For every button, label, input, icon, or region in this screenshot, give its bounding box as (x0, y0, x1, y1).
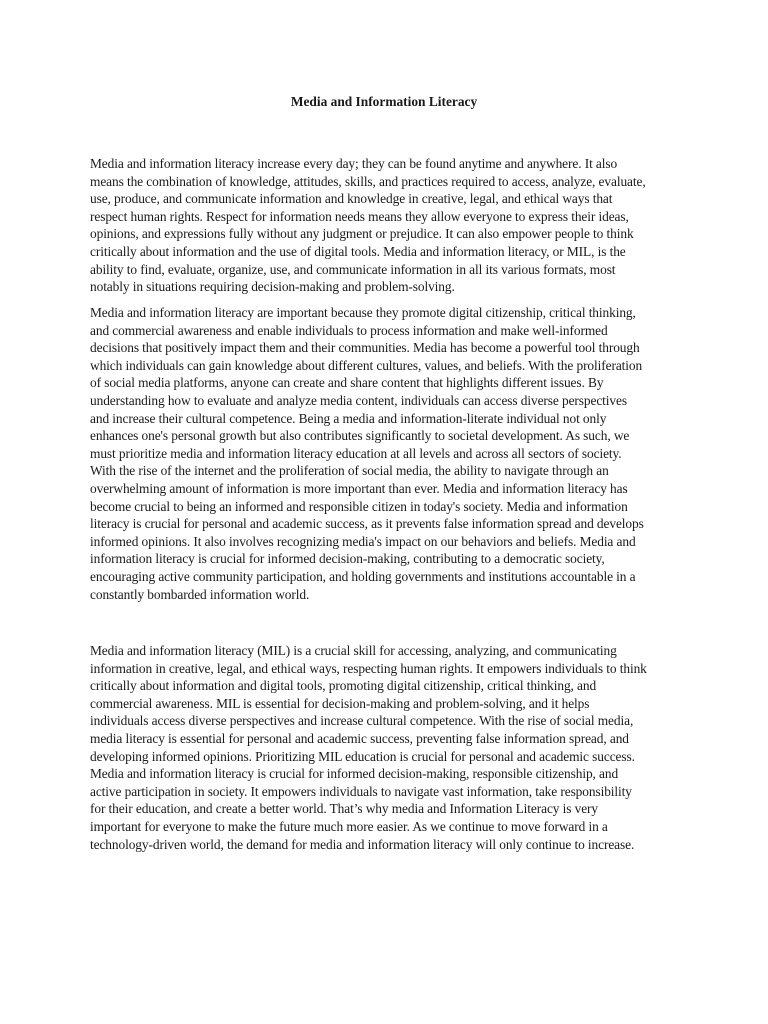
paragraph-line: respect human rights. Respect for information needs means they allow everyone to express their ideas, (90, 208, 629, 224)
paragraph-line: use, produce, and communicate information and knowledge in creative, legal, and ethical ways that (90, 191, 613, 207)
paragraph-line: and increase their cultural competence. Being a media and information-literate individual not only (90, 410, 607, 426)
paragraph-line: opinions, and expressions fully without any judgment or prejudice. It can also empower people to think (90, 226, 634, 242)
paragraph-line: active participation in society. It empowers individuals to navigate vast information, take responsibility (90, 783, 632, 799)
paragraph-line: and commercial awareness and enable individuals to process information and make well-informed (90, 322, 608, 338)
paragraph-line: Media and information literacy are important because they promote digital citizenship, critical thinking, (90, 305, 636, 320)
paragraph-line: Media and information literacy is crucial for informed decision-making, responsible citizenship, and (90, 766, 619, 782)
paragraph-line: ability to find, evaluate, organize, use, and communicate information in all its various formats, most (90, 261, 616, 277)
paragraph-1 (90, 155, 682, 296)
paragraph-line: Media and information literacy (MIL) is a crucial skill for accessing, analyzing, and communicating (90, 643, 617, 658)
paragraph-line: technology-driven world, the demand for media and information literacy will only continue to increase. (90, 836, 635, 852)
paragraph-line: important for everyone to make the future much more easier. As we continue to move forward in a (90, 818, 608, 834)
paragraph-line: literacy is crucial for personal and academic success, as it prevents false information spread and develops (90, 516, 644, 532)
paragraph-line: overwhelming amount of information is more important than ever. Media and information literacy has (90, 480, 628, 496)
paragraph-line: enhances one's personal growth but also contributes significantly to societal development. As such, we (90, 428, 630, 444)
paragraph-line: constantly bombarded information world. (90, 586, 310, 602)
paragraph-line: informed opinions. It also involves recognizing media's impact on our behaviors and beliefs. Media and (90, 533, 636, 549)
paragraph-line: must prioritize media and information literacy education at all levels and across all sectors of society. (90, 445, 622, 461)
paragraph-line: decisions that positively impact them and their communities. Media has become a powerful tool through (90, 340, 640, 356)
paragraph-line: commercial awareness. MIL is essential for decision-making and problem-solving, and it helps (90, 695, 590, 711)
paragraph-line: means the combination of knowledge, attitudes, skills, and practices required to access, analyze, evaluate, (90, 173, 646, 189)
paragraph-line: With the rise of the internet and the proliferation of social media, the ability to navigate through an (90, 463, 609, 479)
paragraph-line: Media and information literacy increase every day; they can be found anytime and anywhere. It also (90, 156, 618, 171)
paragraph-line: of social media platforms, anyone can create and share content that highlights different issues. By (90, 375, 604, 391)
paragraph-line: become crucial to being an informed and responsible citizen in today's society. Media and information (90, 498, 628, 514)
paragraph-line: critically about information and the use of digital tools. Media and information literacy, or MIL, is the (90, 243, 626, 259)
paragraph-line: developing informed opinions. Prioritizing MIL education is crucial for personal and academic success. (90, 748, 635, 764)
paragraph-line: critically about information and digital tools, promoting digital citizenship, critical thinking, and (90, 678, 597, 694)
paragraph-line: which individuals can gain knowledge about different cultures, values, and beliefs. With the proliferation (90, 357, 643, 373)
document-title: Media and Information Literacy (290, 94, 478, 109)
paragraph-2 (90, 304, 682, 603)
paragraph-line: notably in situations requiring decision-making and problem-solving. (90, 279, 455, 295)
paragraph-line: individuals access diverse perspectives and increase cultural competence. With the rise of social media, (90, 713, 634, 729)
paragraph-line: information literacy is crucial for informed decision-making, contributing to a democratic society, (90, 551, 605, 567)
paragraph-line: for their education, and create a better world. That’s why media and Information Literacy is very (90, 801, 598, 817)
paragraph-line: understanding how to evaluate and analyze media content, individuals can access diverse perspectives (90, 392, 627, 408)
paragraph-line: media literacy is essential for personal and academic success, preventing false information spread, and (90, 730, 629, 746)
paragraph-line: information in creative, legal, and ethical ways, respecting human rights. It empowers individuals to think (90, 660, 647, 676)
paragraph-line: encouraging active community participation, and holding governments and institutions accountable in a (90, 568, 636, 584)
paragraph-3 (90, 642, 682, 853)
